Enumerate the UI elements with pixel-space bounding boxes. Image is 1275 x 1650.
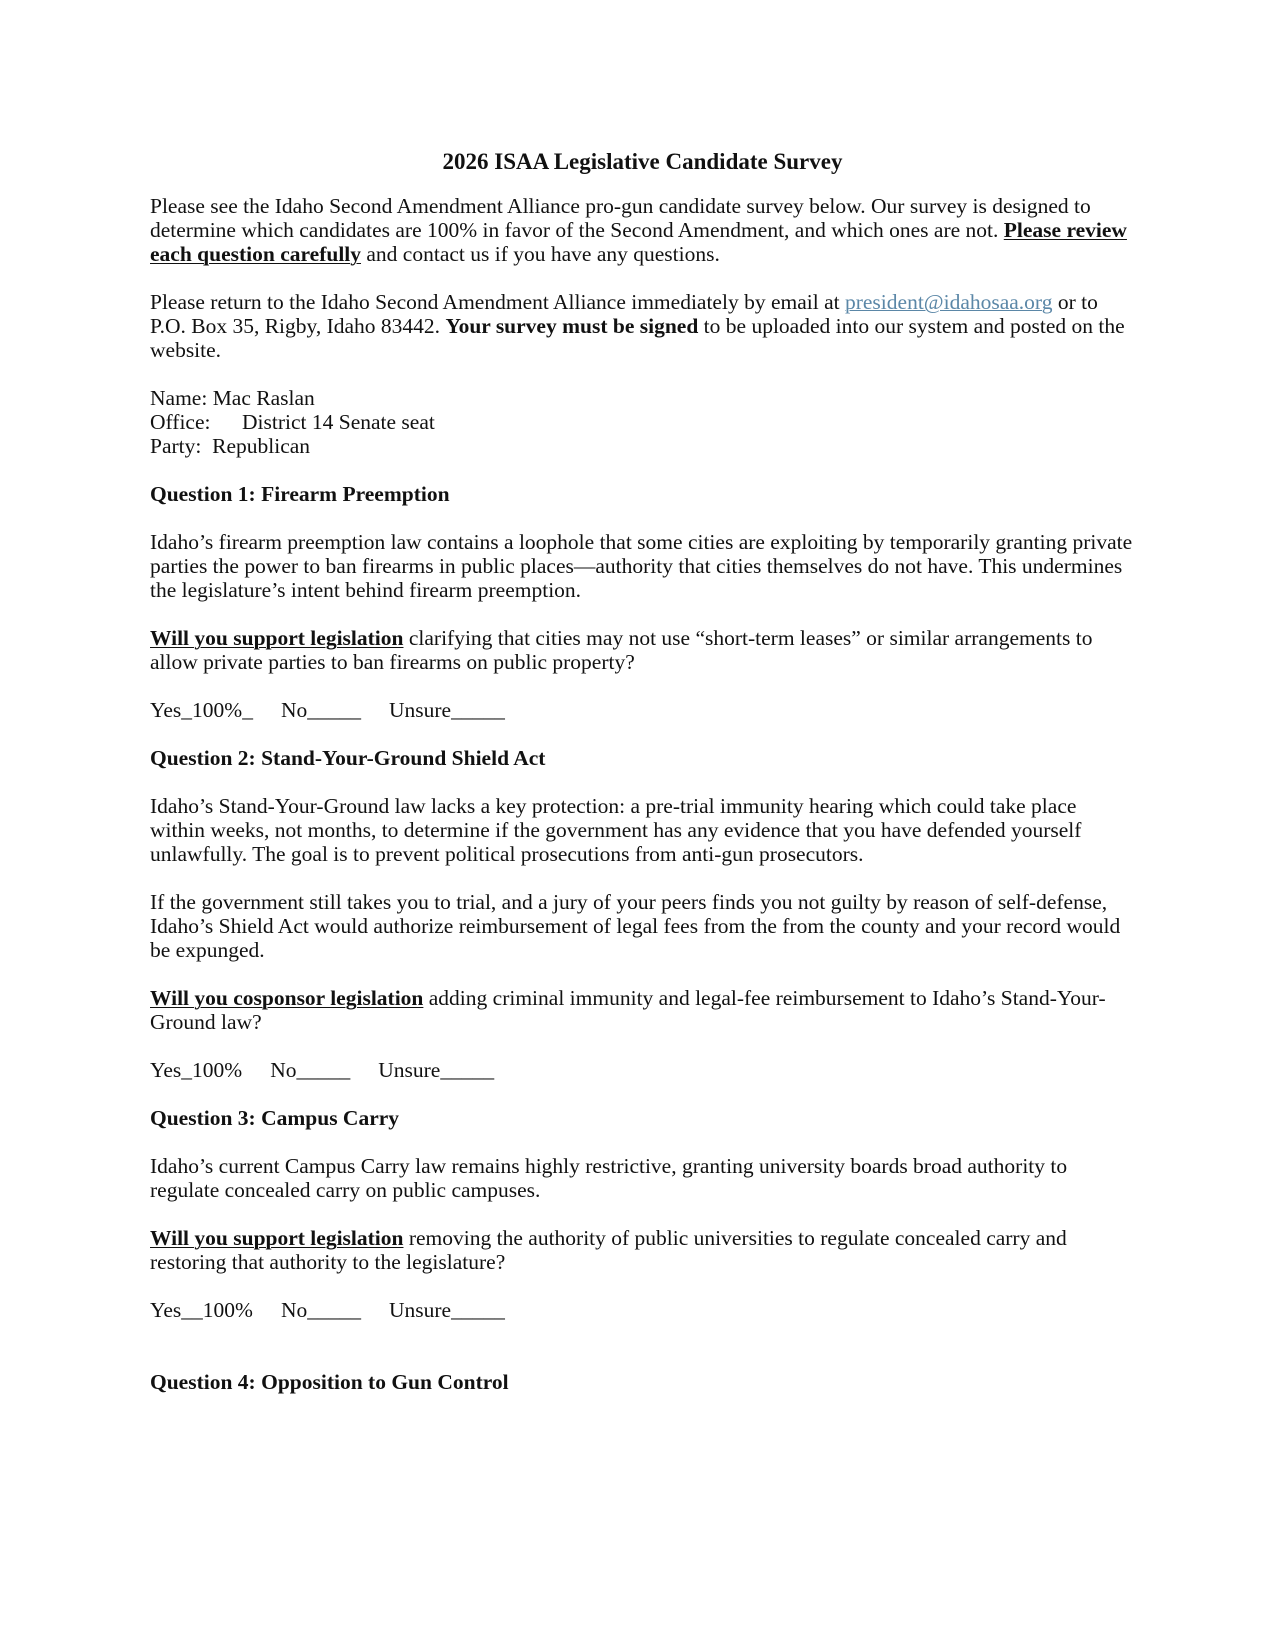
ask-emphasis: Will you cosponsor legislation — [150, 986, 424, 1010]
spacer — [150, 1346, 1135, 1370]
question-paragraph: If the government still takes you to trial, and a jury of your peers finds you not guilty by reason of self-defense, Idaho’s Shield Act would authorize reimbursement of legal fees from the from the county and your record would be expunged. — [150, 890, 1121, 962]
office-value: District 14 Senate seat — [242, 410, 435, 434]
survey-page — [150, 148, 1135, 1418]
question-1 — [150, 482, 1135, 722]
email-link[interactable]: president@idahosaa.org — [844, 290, 1053, 314]
return-text-middle: or to P.O. Box 35, Rigby, Idaho 83442. — [150, 290, 1098, 338]
ask-text: removing the authority of public universities to regulate concealed carry and restoring that authority to the legislature? — [150, 1226, 1067, 1274]
answer-options — [150, 1058, 1135, 1082]
office-label: Office: — [150, 410, 211, 434]
name-line — [150, 386, 1135, 410]
intro-paragraph — [150, 194, 1135, 266]
return-paragraph — [150, 290, 1135, 362]
intro-emphasis: Please review each question carefully — [150, 218, 1127, 266]
intro-text: Please see the Idaho Second Amendment Alliance pro-gun candidate survey below. Our survey is designed to determine which candidates are 100% in favor of the Second Amendment, and which ones are not. — [150, 194, 1091, 242]
intro-text-after: and contact us if you have any questions. — [361, 242, 720, 266]
question-paragraph: Idaho’s firearm preemption law contains a loophole that some cities are exploiting by temporarily granting private parties the power to ban firearms in public places—authority that cities themselves do not have. This undermines the legislature’s intent behind firearm preemption. — [150, 530, 1133, 602]
question-title: Question 4: Opposition to Gun Control — [150, 1370, 509, 1394]
question-ask — [150, 986, 1135, 1034]
answer-no[interactable]: No_____ — [280, 1298, 361, 1322]
answer-no[interactable]: No_____ — [270, 1058, 351, 1082]
ask-text: clarifying that cities may not use “short-term leases” or similar arrangements to allow private parties to ban firearms on public property? — [150, 626, 1093, 674]
ask-text: adding criminal immunity and legal-fee reimbursement to Idaho’s Stand-Your-Ground law? — [150, 986, 1106, 1034]
answer-no[interactable]: No_____ — [280, 698, 361, 722]
party-line — [150, 434, 1135, 458]
return-text: Please return to the Idaho Second Amendment Alliance immediately by email at — [150, 290, 845, 314]
name-value: Mac Raslan — [212, 386, 315, 410]
office-line — [150, 410, 1135, 434]
question-title: Question 1: Firearm Preemption — [150, 482, 450, 506]
return-text-after: to be uploaded into our system and posted on the website. — [150, 314, 1125, 362]
page-title: 2026 ISAA Legislative Candidate Survey — [442, 149, 843, 174]
question-ask — [150, 1226, 1135, 1274]
question-4 — [150, 1370, 1135, 1394]
question-2 — [150, 746, 1135, 1082]
candidate-info — [150, 386, 1135, 458]
question-title: Question 2: Stand-Your-Ground Shield Act — [150, 746, 546, 770]
return-emphasis: Your survey must be signed — [445, 314, 699, 338]
answer-yes[interactable]: Yes_100% — [150, 1058, 243, 1082]
name-label: Name: — [150, 386, 208, 410]
question-title: Question 3: Campus Carry — [150, 1106, 400, 1130]
ask-emphasis: Will you support legislation — [150, 626, 404, 650]
party-label: Party: — [150, 434, 202, 458]
answer-yes[interactable]: Yes_100%_ — [150, 698, 253, 722]
question-paragraph: Idaho’s current Campus Carry law remains highly restrictive, granting university boards broad authority to regulate concealed carry on public campuses. — [150, 1154, 1068, 1202]
question-paragraph: Idaho’s Stand-Your-Ground law lacks a key protection: a pre-trial immunity hearing which could take place within weeks, not months, to determine if the government has any evidence that you have defended yourself unlawfully. The goal is to prevent political prosecutions from anti-gun prosecutors. — [150, 794, 1082, 866]
question-ask — [150, 626, 1135, 674]
answer-yes[interactable]: Yes__100% — [150, 1298, 253, 1322]
answer-options — [150, 1298, 1135, 1322]
answer-unsure[interactable]: Unsure_____ — [388, 698, 505, 722]
answer-unsure[interactable]: Unsure_____ — [388, 1298, 505, 1322]
answer-unsure[interactable]: Unsure_____ — [378, 1058, 495, 1082]
party-value: Republican — [212, 434, 311, 458]
question-3 — [150, 1106, 1135, 1322]
ask-emphasis: Will you support legislation — [150, 1226, 404, 1250]
answer-options — [150, 698, 1135, 722]
